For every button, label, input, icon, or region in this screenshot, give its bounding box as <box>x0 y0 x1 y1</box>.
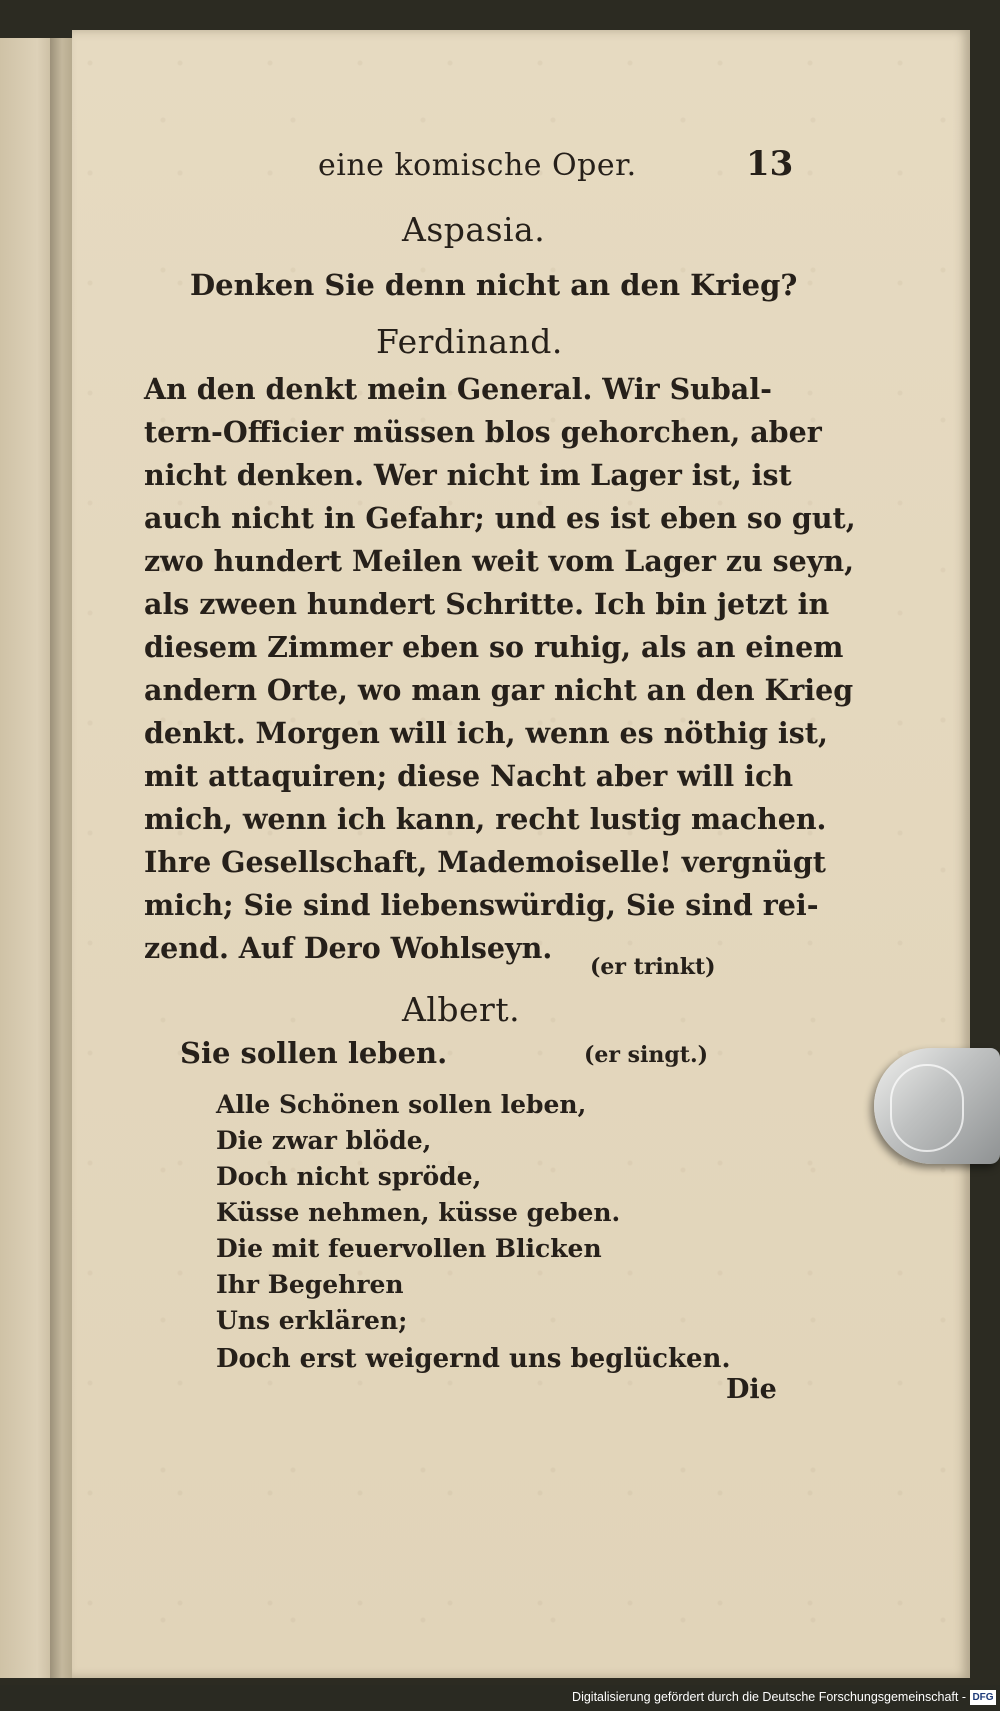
verse-line: Uns erklären; <box>216 1306 408 1335</box>
prose-line: mit attaquiren; diese Nacht aber will ich <box>144 759 794 793</box>
verse-line: Doch erst weigernd uns beglücken. <box>216 1344 731 1374</box>
catchword: Die <box>726 1374 777 1405</box>
footer-credit: Digitalisierung gefördert durch die Deutsche Forschungsgemeinschaft - <box>572 1690 966 1704</box>
metal-clip <box>874 1048 1000 1164</box>
page-number: 13 <box>746 144 794 184</box>
verse-line: Küsse nehmen, küsse geben. <box>216 1198 621 1227</box>
prose-line: zend. Auf Dero Wohlseyn. <box>144 931 553 965</box>
verse-line: Ihr Begehren <box>216 1270 404 1299</box>
prose-line: nicht denken. Wer nicht im Lager ist, ist <box>144 458 792 492</box>
prose-line: andern Orte, wo man gar nicht an den Krieg <box>144 673 854 707</box>
verse-line: Alle Schönen sollen leben, <box>216 1090 587 1119</box>
prose-line: An den denkt mein General. Wir Subal- <box>144 372 772 406</box>
speaker-albert: Albert. <box>402 990 521 1029</box>
prose-line: tern-Officier müssen blos gehorchen, aber <box>144 415 822 449</box>
prose-line: mich; Sie sind liebenswürdig, Sie sind rei- <box>144 888 819 922</box>
prose-line: denkt. Morgen will ich, wenn es nöthig ist, <box>144 716 828 750</box>
speaker-ferdinand: Ferdinand. <box>376 322 563 361</box>
prose-line: mich, wenn ich kann, recht lustig machen. <box>144 802 827 836</box>
prose-line: auch nicht in Gefahr; und es ist eben so gut, <box>144 501 856 535</box>
prose-line: zwo hundert Meilen weit vom Lager zu seyn, <box>144 544 855 578</box>
dfg-logo: DFG <box>970 1690 996 1705</box>
prose-line: Ihre Gesellschaft, Mademoiselle! vergnügt <box>144 845 826 879</box>
running-head: eine komische Oper. <box>318 148 637 183</box>
stage-direction: (er singt.) <box>584 1042 709 1068</box>
dialogue-line: Sie sollen leben. <box>180 1036 448 1070</box>
book-gutter <box>50 38 74 1678</box>
dialogue-line: Denken Sie denn nicht an den Krieg? <box>190 268 798 302</box>
speaker-aspasia: Aspasia. <box>402 210 546 249</box>
prose-line: als zween hundert Schritte. Ich bin jetzt in <box>144 587 830 621</box>
verse-line: Die mit feuervollen Blicken <box>216 1234 602 1263</box>
prose-line: diesem Zimmer eben so ruhig, als an einem <box>144 630 844 664</box>
verse-line: Die zwar blöde, <box>216 1126 432 1155</box>
verse-line: Doch nicht spröde, <box>216 1162 482 1191</box>
stage-direction: (er trinkt) <box>590 954 716 980</box>
